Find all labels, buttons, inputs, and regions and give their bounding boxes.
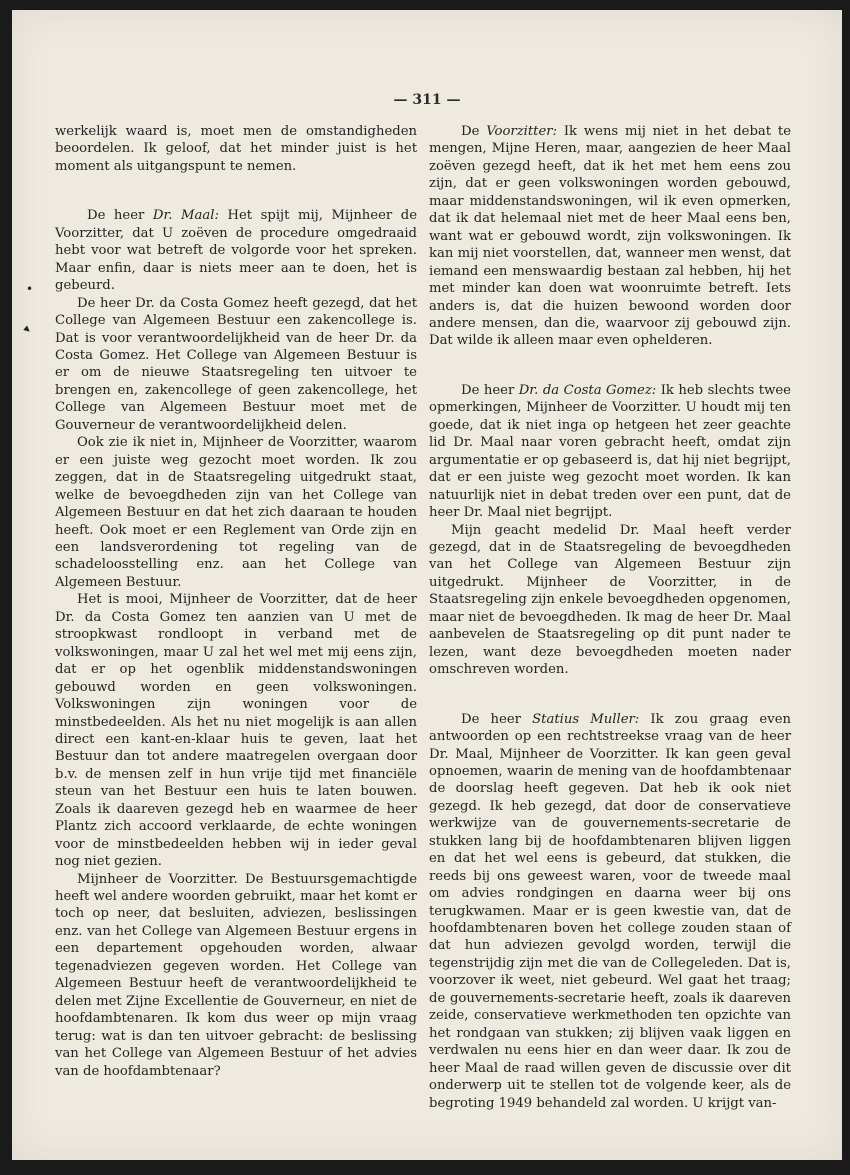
speech-paragraph	[429, 123, 791, 350]
speech-text: Het spijt mij, Mijnheer de Voorzitter, dat U zoëven de procedure omgedraaid hebt voor wat betreft de volgorde voor het spreken. Maar enfin, daar is niets meer aan te doen, het is gebeurd.	[55, 208, 417, 294]
speech-prefix: De heer	[87, 208, 153, 224]
speech-prefix: De heer	[461, 711, 533, 727]
margin-dot: •	[26, 282, 34, 296]
paragraph: Het is mooi, Mijnheer de Voorzitter, dat de heer Dr. da Costa Gomez ten aanzien van U met de stroopkwast rondloopt in verband met de volkswoningen, maar U zal het wel met mij eens zijn, dat er op het ogenblik middenstandswoningen gebouwd worden en geen volkswoningen. Volkswoningen zijn woningen voor de minstbedeelden. Als het nu niet mogelijk is aan allen direct een kant-en-klaar huis te geven, laat het Bestuur dan tot andere maatregelen overgaan door b.v. de mensen zelf in hun vrije tijd met financiële steun van het Bestuur een huis te laten bouwen. Zoals ik daareven gezegd heb en waarmee de heer Plantz zich accoord verklaarde, de echte woningen voor de minstbedeelden hebben wij in ieder geval nog niet gezien.	[55, 592, 417, 870]
margin-tick: ▸	[21, 321, 35, 337]
left-column	[55, 123, 417, 1080]
speaker-name: Statius Muller:	[532, 711, 640, 727]
speech-text: Ik wens mij niet in het debat te mengen, Mijne Heren, maar, aangezien de heer Maal zoëven gezegd heeft, dat ik het met hem eens zou zijn, dat er geen volkswoningen worden gebouwd, maar middenstandswoningen, wil ik even opmerken, dat ik dat helemaal niet met de heer Maal eens ben, want wat er gebouwd wordt, zijn volkswoningen. Ik kan mij niet voorstellen, dat, wanneer men wenst, dat iemand een menswaardig bestaan zal hebben, hij het met minder kan doen wat woonruimte betreft. Iets anders is, dat die huizen bewoond worden door andere mensen, dan die, waarvoor zij gebouwd zijn. Dat wilde ik alleen maar even ophelderen.	[429, 124, 791, 349]
speech-paragraph	[55, 207, 417, 294]
speech-text: Ik zou graag even antwoorden op een rechtstreekse vraag van de heer Dr. Maal, Mijnheer de Voorzitter. Ik kan geen geval opnoemen, waarin de mening van de hoofdambtenaar de doorslag heeft gegeven. Dat heb ik ook niet gezegd. Ik heb gezegd, dat door de conservatieve werkwijze van de gouvernements-secretarie de stukken lang bij de hoofdambtenaren blijven liggen en dat het wel eens is gebeurd, dat stukken, die reeds bij ons geweest waren, voor de tweede maal om advies rondgingen en daarna weer bij ons terugkwamen. Maar er is geen kwestie van, dat de hoofdambtenaren boven het college zouden staan of dat hun adviezen gevolgd worden, terwijl die tegenstrijdig zijn met die van de Collegeleden. Dat is, voorzover ik weet, niet gebeurd. Wel gaat het traag; de gouvernements-secretarie heeft, zoals ik daareven zeide, conservatieve werkmethoden ten opzichte van het rondgaan van stukken; zij blijven vaak liggen en verdwalen nu eens hier en dan weer daar. Ik zou de heer Maal de raad willen geven de discussie over dit onderwerp uit te stellen tot de volgende keer, als de begroting 1949 behandeld zal worden. U krijgt van-	[429, 711, 791, 1111]
speaker-name: Voorzitter:	[486, 124, 558, 139]
speech-paragraph	[429, 711, 791, 1112]
speech-prefix: De heer	[461, 382, 519, 398]
right-column	[429, 123, 791, 1112]
paragraph: werkelijk waard is, moet men de omstandigheden beoordelen. Ik geloof, dat het minder juist is het moment als uitgangspunt te nemen.	[55, 124, 417, 174]
speaker-name: Dr. da Costa Gomez:	[518, 382, 657, 398]
paragraph: Ook zie ik niet in, Mijnheer de Voorzitter, waarom er een juiste weg gezocht moet worden. Ik zou zeggen, dat in de Staatsregeling uitgedrukt staat, welke de bevoegdheden zijn van het College van Algemeen Bestuur en dat het zich daaraan te houden heeft. Ook moet er een Reglement van Orde zijn en een landsverordening tot regeling van de schadeloosstelling enz. aan het College van Algemeen Bestuur.	[55, 435, 417, 590]
page-number: — 311 —	[393, 92, 461, 108]
paragraph: Mijnheer de Voorzitter. De Bestuursgemachtigde heeft wel andere woorden gebruikt, maar het komt er toch op neer, dat besluiten, adviezen, beslissingen enz. van het College van Algemeen Bestuur ergens in een departement opgehouden worden, alwaar tegenadviezen gegeven worden. Het College van Algemeen Bestuur heeft de verantwoordelijkheid te delen met Zijne Excellentie de Gouverneur, en niet de hoofdambtenaren. Ik kom dus weer op mijn vraag terug: wat is dan ten uitvoer gebracht: de beslissing van het College van Algemeen Bestuur of het advies van de hoofdambtenaar?	[55, 871, 417, 1079]
paragraph: De heer Dr. da Costa Gomez heeft gezegd, dat het College van Algemeen Bestuur een zakencollege is. Dat is voor verantwoordelijkheid van de heer Dr. da Costa Gomez. Het College van Algemeen Bestuur is er om de nieuwe Staatsregeling ten uitvoer te brengen en, zakencollege of geen zakencollege, het College van Algemeen Bestuur moet met de Gouverneur de verantwoordelijkheid delen.	[55, 295, 417, 433]
speech-text: Ik heb slechts twee opmerkingen, Mijnheer de Voorzitter. U houdt mij ten goede, dat ik niet inga op hetgeen het zeer geachte lid Dr. Maal naar voren gebracht heeft, omdat zijn argumentatie er op gebaseerd is, dat hij niet begrijpt, dat er een juiste weg gezocht moet worden. Ik kan natuurlijk niet in debat treden over een punt, dat de heer Dr. Maal niet begrijpt.	[429, 382, 791, 521]
speech-paragraph	[429, 382, 791, 522]
paragraph: Mijn geacht medelid Dr. Maal heeft verder gezegd, dat in de Staatsregeling de bevoegdheden van het College van Algemeen Bestuur zijn uitgedrukt. Mijnheer de Voorzitter, in de Staatsregeling zijn enkele bevoegdheden opgenomen, maar niet de bevoegdheden. Ik mag de heer Dr. Maal aanbevelen de Staatsregeling op dit punt nader te lezen, want deze bevoegdheden moeten nader omschreven worden.	[429, 522, 791, 678]
speech-prefix: De	[461, 124, 487, 139]
speaker-name: Dr. Maal:	[152, 208, 219, 224]
document-page	[12, 10, 842, 1160]
